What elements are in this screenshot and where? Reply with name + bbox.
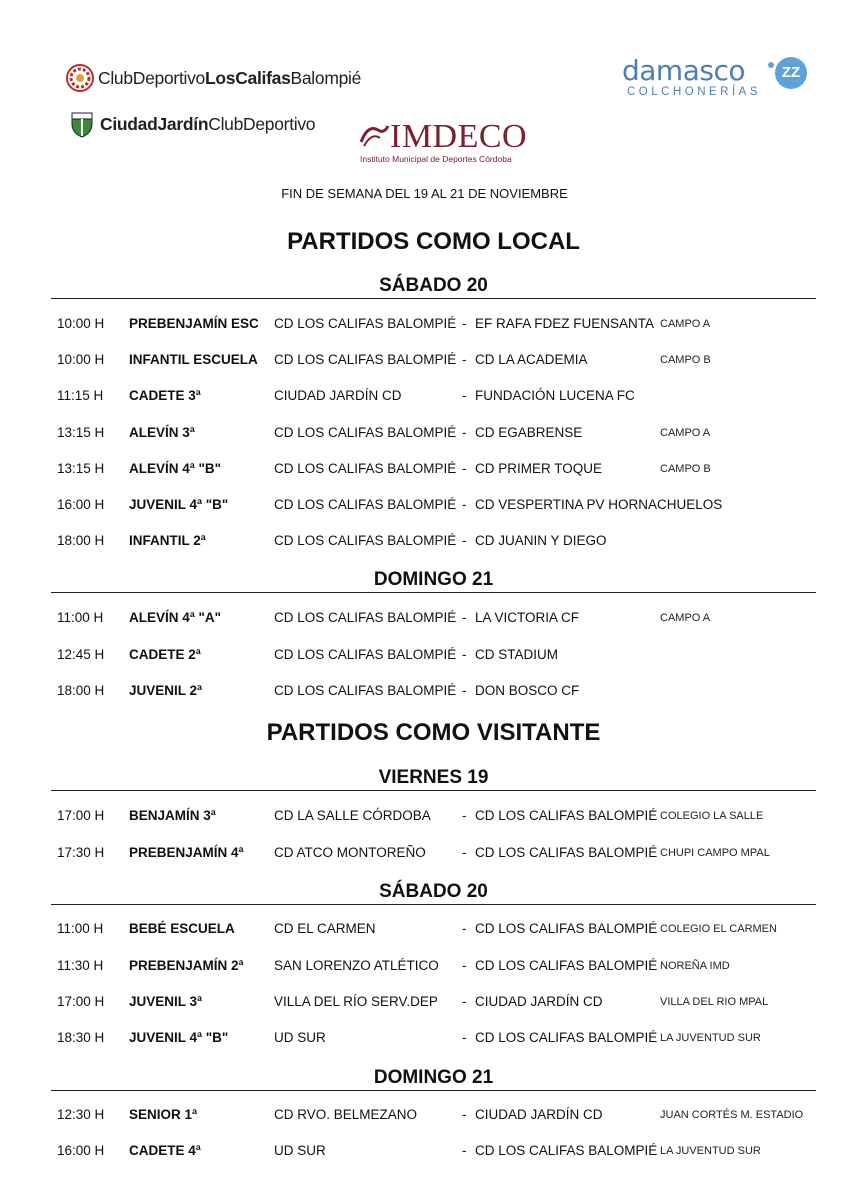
match-away-team: CIUDAD JARDÍN CD: [475, 994, 603, 1009]
match-home-team: UD SUR: [274, 1143, 326, 1158]
match-category: JUVENIL 2ª: [129, 683, 203, 698]
match-row: [0, 1107, 849, 1127]
match-separator: -: [462, 533, 467, 548]
visitante-day-title: DOMINGO 21: [373, 1067, 494, 1088]
match-venue: JUAN CORTÉS M. ESTADIO: [660, 1109, 804, 1121]
match-row: [0, 533, 849, 553]
divider: [51, 790, 816, 791]
match-away-team: EF RAFA FDEZ FUENSANTA: [475, 316, 655, 331]
divider: [51, 1090, 816, 1091]
match-time: 17:30 H: [57, 845, 105, 860]
match-separator: -: [462, 388, 467, 403]
match-separator: -: [462, 994, 467, 1009]
match-separator: -: [462, 683, 467, 698]
match-category: JUVENIL 4ª "B": [129, 497, 229, 512]
damasco-logo-sub: COLCHONERÍAS: [627, 86, 762, 98]
match-away-team: CD VESPERTINA PV HORNACHUELOS: [475, 497, 723, 512]
match-venue: COLEGIO LA SALLE: [660, 810, 764, 822]
match-time: 12:30 H: [57, 1107, 105, 1122]
match-time: 11:30 H: [57, 958, 104, 973]
califas-logo-text: ClubDeportivoLosCalifasBalompié: [98, 67, 362, 88]
imdeco-swoosh-icon: [358, 120, 390, 150]
match-category: JUVENIL 4ª "B": [129, 1030, 229, 1045]
califas-logo: [66, 64, 361, 92]
match-time: 18:00 H: [57, 533, 105, 548]
match-time: 18:30 H: [57, 1030, 105, 1045]
match-separator: -: [462, 845, 467, 860]
match-venue: CHUPI CAMPO MPAL: [660, 847, 770, 859]
match-away-team: CD PRIMER TOQUE: [475, 461, 603, 476]
match-venue: NOREÑA IMD: [660, 960, 730, 972]
match-home-team: CD LOS CALIFAS BALOMPIÉ: [274, 497, 457, 512]
match-away-team: CD EGABRENSE: [475, 425, 583, 440]
imdeco-logo-sub: Instituto Municipal de Deportes Córdoba: [360, 154, 512, 164]
match-away-team: DON BOSCO CF: [475, 683, 580, 698]
match-category: SENIOR 1ª: [129, 1107, 198, 1122]
match-venue: VILLA DEL RIO MPAL: [660, 996, 769, 1008]
divider: [51, 298, 816, 299]
match-away-team: CD LOS CALIFAS BALOMPIÉ: [475, 921, 658, 936]
match-home-team: UD SUR: [274, 1030, 326, 1045]
match-away-team: CD LOS CALIFAS BALOMPIÉ: [475, 808, 658, 823]
match-row: [0, 683, 849, 703]
match-row: [0, 461, 849, 481]
match-row: [0, 921, 849, 941]
match-time: 10:00 H: [57, 316, 105, 331]
match-separator: -: [462, 1143, 467, 1158]
match-row: [0, 425, 849, 445]
match-time: 16:00 H: [57, 497, 105, 512]
match-category: CADETE 4ª: [129, 1143, 201, 1158]
match-row: [0, 610, 849, 630]
match-category: ALEVÍN 4ª "B": [129, 461, 222, 476]
match-row: [0, 647, 849, 667]
match-away-team: LA VICTORIA CF: [475, 610, 580, 625]
match-away-team: FUNDACIÓN LUCENA FC: [475, 388, 635, 403]
califas-crest-icon: [66, 64, 94, 92]
match-home-team: CD ATCO MONTOREÑO: [274, 845, 426, 860]
match-separator: -: [462, 1030, 467, 1045]
match-home-team: CIUDAD JARDÍN CD: [274, 388, 402, 403]
match-venue: CAMPO B: [660, 463, 711, 475]
match-category: BEBÉ ESCUELA: [129, 921, 235, 936]
match-category: PREBENJAMÍN 2ª: [129, 958, 244, 973]
match-away-team: CD LOS CALIFAS BALOMPIÉ: [475, 845, 658, 860]
match-time: 16:00 H: [57, 1143, 105, 1158]
match-home-team: CD LOS CALIFAS BALOMPIÉ: [274, 683, 457, 698]
match-home-team: CD LOS CALIFAS BALOMPIÉ: [274, 352, 457, 367]
ciudad-jardin-logo-text: CiudadJardínClubDeportivo: [100, 113, 316, 134]
visitante-section-title: PARTIDOS COMO VISITANTE: [266, 719, 601, 746]
match-time: 11:00 H: [57, 921, 104, 936]
match-time: 17:00 H: [57, 994, 105, 1009]
match-home-team: CD RVO. BELMEZANO: [274, 1107, 418, 1122]
match-row: [0, 1030, 849, 1050]
weekend-subtitle: FIN DE SEMANA DEL 19 AL 21 DE NOVIEMBRE: [281, 186, 568, 201]
match-home-team: CD EL CARMEN: [274, 921, 376, 936]
ciudad-jardin-logo: [68, 110, 315, 138]
match-category: BENJAMÍN 3ª: [129, 808, 216, 823]
match-venue: CAMPO A: [660, 427, 711, 439]
match-away-team: CD LOS CALIFAS BALOMPIÉ: [475, 1143, 658, 1158]
match-category: JUVENIL 3ª: [129, 994, 203, 1009]
match-row: [0, 808, 849, 828]
match-home-team: VILLA DEL RÍO SERV.DEP: [274, 994, 438, 1009]
match-separator: -: [462, 425, 467, 440]
match-time: 11:15 H: [57, 388, 104, 403]
match-row: [0, 388, 849, 408]
local-section-title: PARTIDOS COMO LOCAL: [287, 228, 580, 255]
match-separator: -: [462, 610, 467, 625]
match-time: 13:15 H: [57, 425, 105, 440]
match-venue: CAMPO A: [660, 318, 711, 330]
match-separator: -: [462, 316, 467, 331]
match-home-team: CD LOS CALIFAS BALOMPIÉ: [274, 461, 457, 476]
match-home-team: CD LA SALLE CÓRDOBA: [274, 808, 431, 823]
ciudad-jardin-shield-icon: [68, 110, 96, 138]
match-separator: -: [462, 352, 467, 367]
damasco-zz-icon: ZZ: [775, 57, 807, 89]
match-away-team: CD JUANIN Y DIEGO: [475, 533, 607, 548]
visitante-day-title: VIERNES 19: [378, 767, 489, 788]
match-row: [0, 958, 849, 978]
match-separator: -: [462, 461, 467, 476]
local-day-title: SÁBADO 20: [379, 275, 488, 296]
match-home-team: CD LOS CALIFAS BALOMPIÉ: [274, 647, 457, 662]
divider: [51, 904, 816, 905]
match-row: [0, 845, 849, 865]
match-time: 12:45 H: [57, 647, 105, 662]
match-venue: CAMPO B: [660, 354, 711, 366]
match-away-team: CD LA ACADEMIA: [475, 352, 588, 367]
match-category: INFANTIL 2ª: [129, 533, 206, 548]
damasco-logo-word: damasco: [622, 54, 745, 87]
match-venue: LA JUVENTUD SUR: [660, 1032, 761, 1044]
match-separator: -: [462, 647, 467, 662]
match-category: CADETE 3ª: [129, 388, 201, 403]
imdeco-logo: [358, 120, 528, 168]
match-row: [0, 352, 849, 372]
match-home-team: CD LOS CALIFAS BALOMPIÉ: [274, 425, 457, 440]
match-away-team: CD STADIUM: [475, 647, 558, 662]
damasco-logo: [622, 54, 812, 104]
local-day-title: DOMINGO 21: [373, 569, 494, 590]
match-row: [0, 497, 849, 517]
match-separator: -: [462, 921, 467, 936]
match-separator: -: [462, 1107, 467, 1122]
match-away-team: CIUDAD JARDÍN CD: [475, 1107, 603, 1122]
match-category: INFANTIL ESCUELA: [129, 352, 258, 367]
visitante-day-title: SÁBADO 20: [379, 881, 488, 902]
match-row: [0, 316, 849, 336]
match-home-team: SAN LORENZO ATLÉTICO: [274, 958, 439, 973]
match-time: 10:00 H: [57, 352, 105, 367]
match-category: ALEVÍN 3ª: [129, 425, 195, 440]
match-category: CADETE 2ª: [129, 647, 201, 662]
match-away-team: CD LOS CALIFAS BALOMPIÉ: [475, 1030, 658, 1045]
match-row: [0, 994, 849, 1014]
match-time: 11:00 H: [57, 610, 104, 625]
match-row: [0, 1143, 849, 1163]
match-separator: -: [462, 808, 467, 823]
damasco-dot-icon: [768, 62, 774, 68]
imdeco-logo-word: IMDECO: [390, 118, 528, 155]
match-home-team: CD LOS CALIFAS BALOMPIÉ: [274, 610, 457, 625]
match-separator: -: [462, 958, 467, 973]
match-time: 13:15 H: [57, 461, 105, 476]
match-away-team: CD LOS CALIFAS BALOMPIÉ: [475, 958, 658, 973]
match-home-team: CD LOS CALIFAS BALOMPIÉ: [274, 316, 457, 331]
match-time: 18:00 H: [57, 683, 105, 698]
match-venue: LA JUVENTUD SUR: [660, 1145, 761, 1157]
match-category: ALEVÍN 4ª "A": [129, 610, 222, 625]
match-home-team: CD LOS CALIFAS BALOMPIÉ: [274, 533, 457, 548]
match-venue: COLEGIO EL CARMEN: [660, 923, 777, 935]
divider: [51, 592, 816, 593]
match-venue: CAMPO A: [660, 612, 711, 624]
match-time: 17:00 H: [57, 808, 105, 823]
match-separator: -: [462, 497, 467, 512]
match-category: PREBENJAMÍN 4ª: [129, 845, 244, 860]
match-category: PREBENJAMÍN ESC: [129, 316, 259, 331]
